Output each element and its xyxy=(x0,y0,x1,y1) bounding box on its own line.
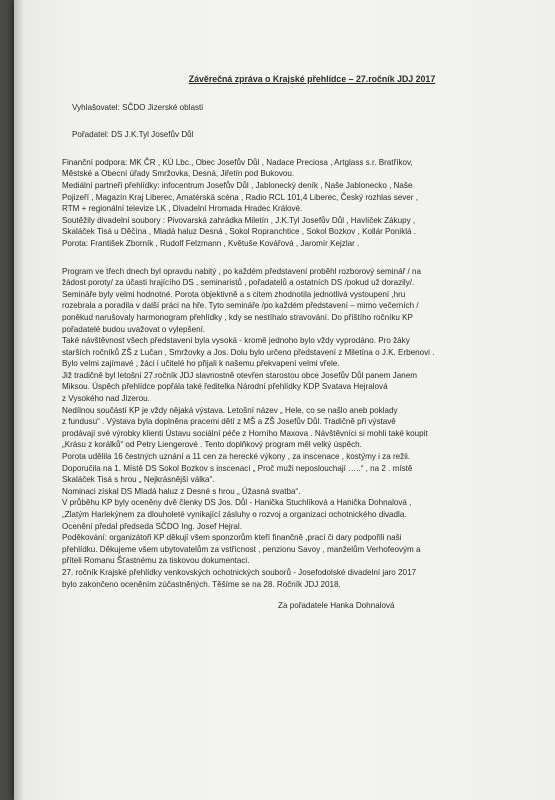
text-line: z fundusu“ . Výstava byla doplněna pracemi dětí z MŠ a ZŠ Josefův Důl. Tradičně při výstavě xyxy=(62,417,396,427)
text-line: Ocenění předal předseda SČDO Ing. Josef Hejral. xyxy=(62,521,242,531)
text-line: Mediální partneři přehlídky: infocentrum Josefův Důl , Jablonecký deník , Naše Jablonecko , Naše xyxy=(62,180,413,190)
promoter-field xyxy=(72,129,542,141)
text-line: rozebrala a poradila v další práci na hře. Tyto semináře /po každém představení – mimo večerních / xyxy=(62,301,419,311)
paper-sheet xyxy=(14,0,555,800)
text-line: žádost poroty/ za účasti hrajícího DS , seminaristů , pořadatelů a ostatních DS /pokud už dorazily/. xyxy=(62,278,415,288)
text-line: starších ročníků ZŠ z Lučan , Smržovky a Jos. Dolu bylo určeno představení z Miletína o J.K. Erbenovi . xyxy=(62,347,435,357)
text-line: Porota udělila 16 čestných uznání a 11 cen za herecké výkony , za inscenace , kostýmy i za režii. xyxy=(62,452,411,462)
text-line: Skaláček Tisá s hrou „ Nejkrásnější válka“. xyxy=(62,475,215,485)
text-line: Skaláček Tisá u Děčína , Mladá haluz Desná , Sokol Ropranchtice , Sokol Bozkov , Kollár Poniklá . xyxy=(62,227,417,237)
sponsors-block xyxy=(62,157,542,250)
text-line: 27. ročník Krajské přehlídky venkovských ochotnických souborů - Josefodolské divadelní jaro 2017 xyxy=(62,567,417,577)
promoter-label: Pořadatel: xyxy=(72,130,109,140)
text-line: Miksou. Úspěch přehlídce popřála také ředitelka Národní přehlídky KDP Svatava Hejralová xyxy=(62,382,388,392)
text-line: Finanční podpora: MK ČR , KÚ Lbc., Obec Josefův Důl , Nadace Preciosa , Artglass s.r. Bratříkov, xyxy=(62,157,413,167)
text-line: Doporučila na 1. Místě DS Sokol Bozkov s inscenací „ Proč muži neposlouchají …..“ , na 2 . místě xyxy=(62,463,413,473)
text-line: přehlídku. Děkujeme všem ubytovatelům za vstřícnost , penzionu Savoy , manželům Verhofeovým a xyxy=(62,544,421,554)
document-title: Závěrečná zpráva o Krajské přehlídce – 27.ročník JDJ 2017 xyxy=(188,74,436,84)
text-line: V průběhu KP byly oceněny dvě členky DS Jos. Důl - Hanička Stuchlíková a Hanička Dohnalová , xyxy=(62,498,412,508)
document-body xyxy=(62,74,542,612)
text-line: Bylo velmi zajímavé , žáci i učitelé ho přijali k našemu překvapení velmi vřele. xyxy=(62,359,340,369)
text-line: Poděkování: organizátoři KP děkují všem sponzorům kteří finančně ,prací či dary podpořili naši xyxy=(62,533,402,543)
text-line: Nominaci získal DS Mladá haluz z Desné s hrou „ Úžasná svatba“. xyxy=(62,486,301,496)
text-line: Také návštěvnost všech představení byla vysoká - kromě jednoho bylo vždy vyprodáno. Pro žáky xyxy=(62,336,410,346)
text-line: bylo zakončeno oceněním zúčastněných. Těšíme se na 28. Ročník JDJ 2018. xyxy=(62,579,341,589)
text-line: Porota: František Zborník , Rudolf Felzmann , Květuše Kovářová , Jaromír Kejzlar . xyxy=(62,238,360,248)
text-line: Městské a Obecní úřady Smržovka, Desná, Jiřetín pod Bukovou. xyxy=(62,169,295,179)
signature-line: Za pořadatele Hanka Dohnalová xyxy=(278,601,395,611)
text-line: „Krásu z korálků“ od Petry Liengerové . Tento doplňkový program měl velký úspěch. xyxy=(62,440,362,450)
organizer-field xyxy=(72,102,542,114)
text-line: Již tradičně byl letošní 27.ročník JDJ slavnostně otevřen starostou obce Josefův Důl panem Janem xyxy=(62,370,417,380)
text-line: Program ve třech dnech byl opravdu nabitý , po každém představení proběhl rozborový seminář / na xyxy=(62,266,422,276)
text-line: Nedílnou součástí KP je vždy nějaká výstava. Letošní název „ Hele, co se našlo aneb poklady xyxy=(62,405,398,415)
text-line: „Zlatým Harlekýnem za dlouholeté vynikající zásluhy o rozvoj a organizaci ochotnického divadla. xyxy=(62,510,407,519)
text-line: příteli Romanu Šťastnému za tiskovou dokumentaci. xyxy=(62,556,250,566)
text-line: Soutěžily divadelní soubory : Pivovarská zahrádka Miletín , J.K.Tyl Josefův Důl , Havlíček Zákupy , xyxy=(62,215,416,225)
text-line: pořadatelé budou uvažovat o vylepšení. xyxy=(62,324,206,334)
text-line: RTM + regionální televize LK , Divadelní Hromada Hradec Králové. xyxy=(62,204,303,214)
paper-shadow xyxy=(14,0,24,800)
organizer-label: Vyhlašovatel: xyxy=(72,102,120,112)
promoter-value: DS J.K.Tyl Josefův Důl xyxy=(111,130,194,140)
organizer-value: SČDO Jizerské oblasti xyxy=(122,102,204,112)
text-line: prodávají své výrobky klienti Ústavu sociální péče z Horního Maxova . Návštěvníci si mohli také koupit xyxy=(62,428,428,438)
text-line: poněkud narušovaly harmonogram přehlídky , kdy se nestíhalo stravování. Do příštího ročníku KP xyxy=(62,312,413,322)
report-body xyxy=(62,266,542,591)
text-line: Semináře byly velmi hodnotné. Porota objektivně a s citem zhodnotila jednotlivá vystoupení ,hru xyxy=(62,289,406,299)
text-line: Pojizeří , Magazín Kraj Liberec, Amatérská scéna , Radio RCL 101,4 Liberec, Český rozhlas sever , xyxy=(62,192,418,202)
text-line: z Vysokého nad Jizerou. xyxy=(62,394,150,404)
